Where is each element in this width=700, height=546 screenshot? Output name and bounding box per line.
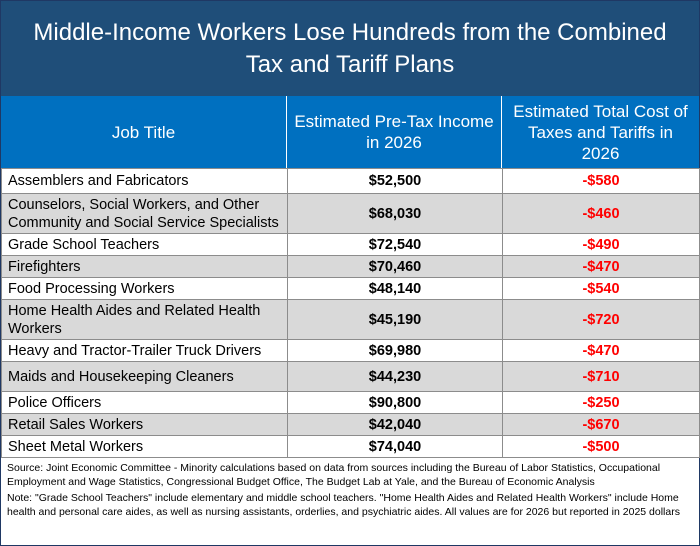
table-row (2, 392, 700, 414)
table-row (2, 169, 700, 194)
column-header-cost: Estimated Total Cost of Taxes and Tariffs in 2026 (513, 101, 688, 163)
income-cell: $42,040 (288, 414, 503, 436)
income-cell: $70,460 (288, 256, 503, 278)
income-cell: $48,140 (288, 278, 503, 300)
table-row (2, 362, 700, 392)
cost-cell: -$710 (503, 362, 700, 392)
job-title-cell: Police Officers (2, 392, 288, 414)
source-note: Source: Joint Economic Committee - Minority calculations based on data from sources including the Bureau of Labor Statistics, Occupational Employment and Wage Statistics, Congressional Budget Office, The Budget Lab at Yale, and the Bureau of Economic Analysis (7, 462, 661, 488)
cost-cell: -$670 (503, 414, 700, 436)
job-title-cell: Firefighters (2, 256, 288, 278)
table-row (2, 436, 700, 458)
table-row (2, 278, 700, 300)
job-title-cell: Counselors, Social Workers, and Other Community and Social Service Specialists (2, 194, 288, 234)
income-cell: $68,030 (288, 194, 503, 234)
cost-cell: -$580 (503, 169, 700, 194)
cost-cell: -$540 (503, 278, 700, 300)
cost-cell: -$470 (503, 256, 700, 278)
data-table (1, 168, 700, 458)
income-cell: $69,980 (288, 340, 503, 362)
job-title-cell: Maids and Housekeeping Cleaners (2, 362, 288, 392)
table-row (2, 414, 700, 436)
table-row (2, 340, 700, 362)
income-cell: $44,230 (288, 362, 503, 392)
income-cell: $45,190 (288, 300, 503, 340)
column-header-job-title: Job Title (1, 96, 287, 168)
cost-cell: -$470 (503, 340, 700, 362)
table-row (2, 256, 700, 278)
job-title-cell: Home Health Aides and Related Health Workers (2, 300, 288, 340)
cost-cell: -$720 (503, 300, 700, 340)
job-title-cell: Grade School Teachers (2, 234, 288, 256)
table-row (2, 300, 700, 340)
job-title-cell: Assemblers and Fabricators (2, 169, 288, 194)
table-row (2, 234, 700, 256)
cost-cell: -$490 (503, 234, 700, 256)
cost-cell: -$500 (503, 436, 700, 458)
job-title-cell: Sheet Metal Workers (2, 436, 288, 458)
footnotes (1, 461, 699, 521)
job-title-cell: Food Processing Workers (2, 278, 288, 300)
income-cell: $52,500 (288, 169, 503, 194)
table-header (1, 96, 699, 168)
job-title-cell: Heavy and Tractor-Trailer Truck Drivers (2, 340, 288, 362)
income-cell: $74,040 (288, 436, 503, 458)
table-row (2, 194, 700, 234)
column-header-income: Estimated Pre-Tax Income in 2026 (287, 96, 502, 168)
chart-title: Middle-Income Workers Lose Hundreds from the Combined Tax and Tariff Plans (1, 1, 699, 96)
income-cell: $90,800 (288, 392, 503, 414)
income-cell: $72,540 (288, 234, 503, 256)
cost-cell: -$460 (503, 194, 700, 234)
job-title-cell: Retail Sales Workers (2, 414, 288, 436)
note-text: Note: "Grade School Teachers" include elementary and middle school teachers. "Home Health Aides and Related Health Workers" include Home health and personal care aides, as well as nursing assistants, orderlies, and psychiatric aides. All values are for 2026 but reported in 2025 dollars (7, 492, 680, 518)
cost-cell: -$250 (503, 392, 700, 414)
